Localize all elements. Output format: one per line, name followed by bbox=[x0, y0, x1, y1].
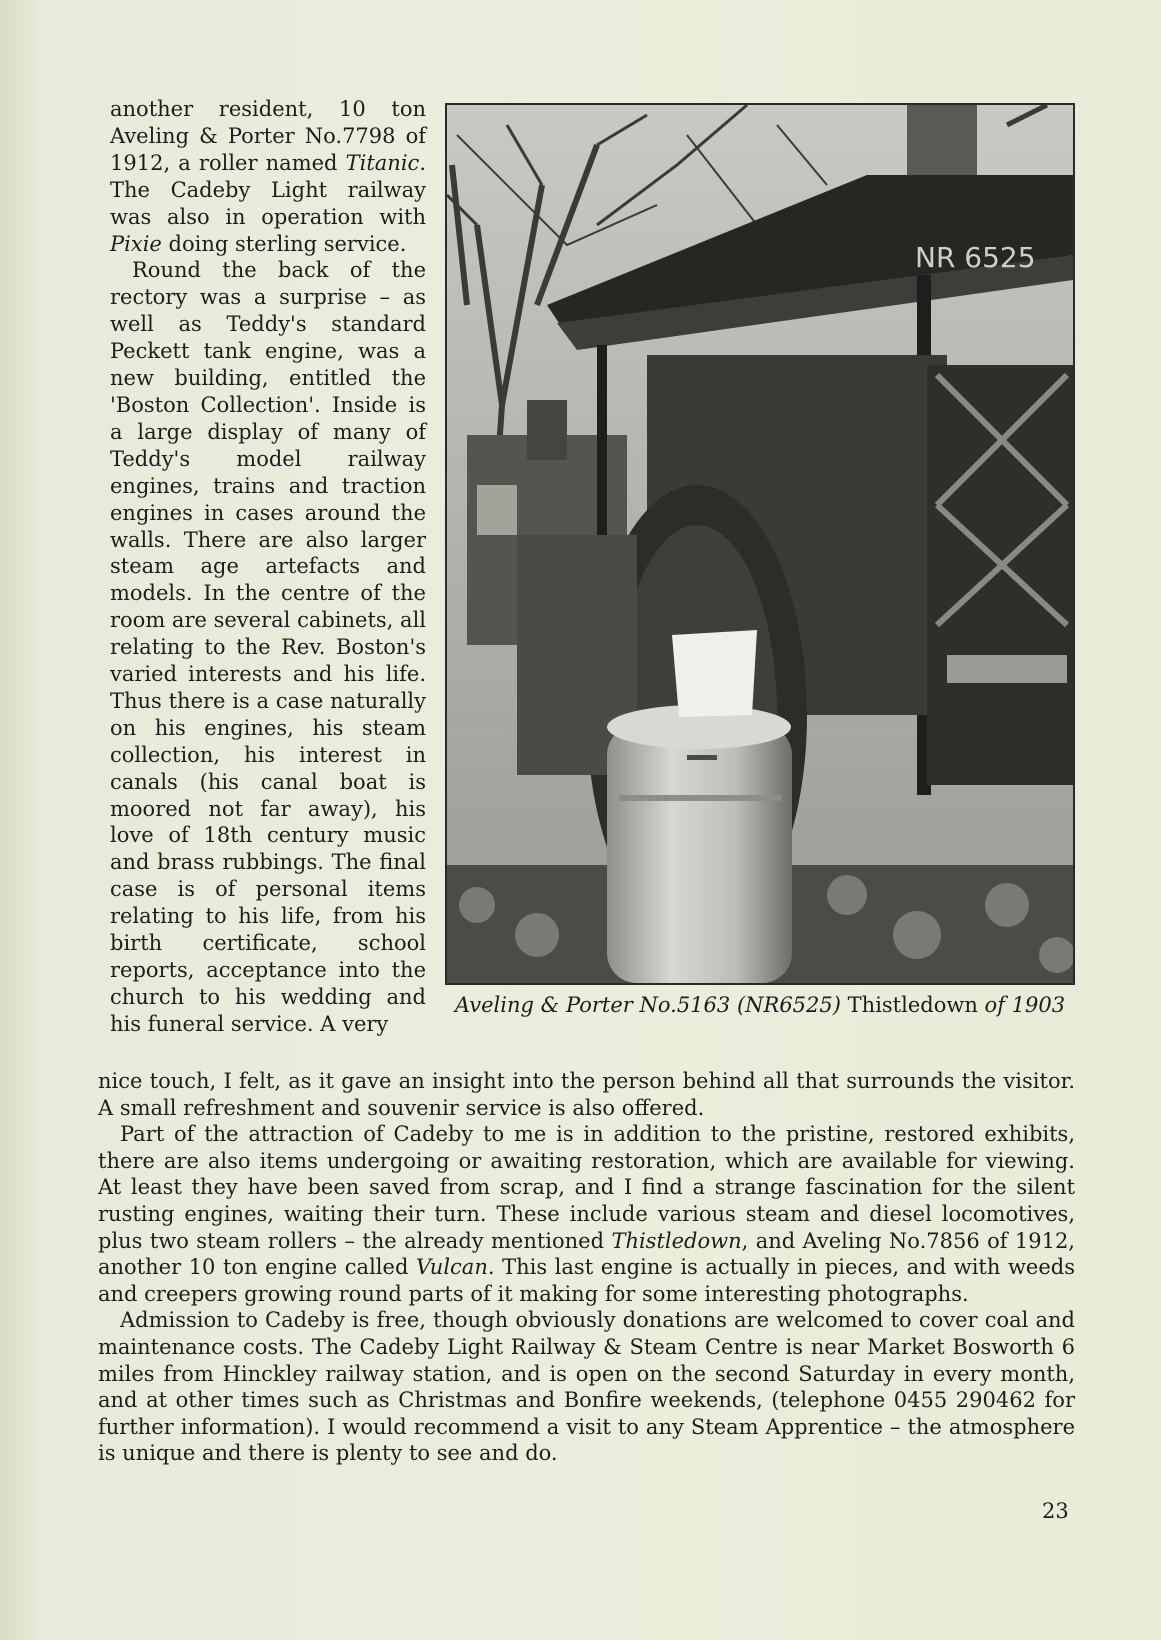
text-run: nice touch, I felt, as it gave an insight into the person behind all that surrounds the visitor. A small refreshment and souvenir service is also offered. bbox=[98, 1069, 1075, 1120]
text-run: doing sterling service. bbox=[161, 231, 407, 256]
full-width-text bbox=[98, 1068, 1075, 1467]
paragraph-4 bbox=[98, 1121, 1075, 1307]
italic-name-titanic: Titanic bbox=[345, 150, 420, 175]
steam-roller-photo bbox=[445, 103, 1075, 985]
text-run: Admission to Cadeby is free, though obviously donations are welcomed to cover coal and maintenance costs. The Cadeby Light Railway & Steam Centre is near Market Bosworth 6 miles from Hinckley railway station, and is open on the second Saturday in every month, and at other times such as Christmas and Bonfire weekends, (telephone 0455 290462 for further information). I would recommend a visit to any Steam Apprentice – the atmosphere is unique and there is plenty to see and do. bbox=[98, 1308, 1075, 1466]
photo-caption bbox=[445, 992, 1075, 1018]
paragraph-3-continued bbox=[98, 1068, 1075, 1121]
plate-text: NR 6525 bbox=[915, 241, 1036, 274]
left-column-text bbox=[110, 96, 426, 1038]
italic-name-vulcan: Vulcan. bbox=[415, 1255, 495, 1280]
text-run: Part of the attraction of Cadeby to me is in addition to the pristine, restored exhibits, there are also items undergoing or awaiting restoration, which are available for viewing. At least they have been saved from scrap, and I find a strange fascination for the silent rusting engines, waiting their turn. These include various steam and diesel locomotives, plus two steam rollers – the already mentioned bbox=[98, 1122, 1075, 1253]
italic-name-thistledown: Thistledown bbox=[611, 1228, 742, 1253]
paragraph-5 bbox=[98, 1307, 1075, 1467]
caption-engine-name: Thistledown bbox=[847, 993, 978, 1017]
text-run: , and Aveling No.7856 of 1912, another 10 ton engine called bbox=[98, 1228, 1075, 1280]
page-number: 23 bbox=[1042, 1499, 1069, 1523]
italic-name-pixie: Pixie bbox=[110, 231, 162, 256]
paragraph-1 bbox=[110, 96, 426, 257]
caption-engine-id: Aveling & Porter No.5163 (NR6525) bbox=[454, 993, 841, 1017]
text-run: . The Cadeby Light railway was also in operation with bbox=[110, 150, 426, 229]
text-run: Round the back of the rectory was a surprise – as well as Teddy's standard Peckett tank engine, was a new building, entitled the 'Boston Collection'. Inside is a large display of many of Teddy's model railway engines, trains and traction engines in cases around the walls. There are also larger steam age artefacts and models. In the centre of the room are several cabinets, all relating to the Rev. Boston's varied interests and his life. Thus there is a case naturally on his engines, his steam collection, his interest in canals (his canal boat is moored not far away), his love of 18th century music and brass rubbings. The final case is of personal items relating to his life, from his birth certificate, school reports, acceptance into the church to his wedding and his funeral service. A very bbox=[110, 258, 426, 1036]
caption-year: of 1903 bbox=[984, 993, 1066, 1017]
text-run: This last engine is actually in pieces, and with weeds and creepers growing round parts of it making for some interesting photographs. bbox=[98, 1255, 1075, 1306]
text-run: another resident, 10 ton Aveling & Porter No.7798 of 1912, a roller named bbox=[110, 97, 426, 175]
paragraph-2 bbox=[110, 257, 426, 1037]
